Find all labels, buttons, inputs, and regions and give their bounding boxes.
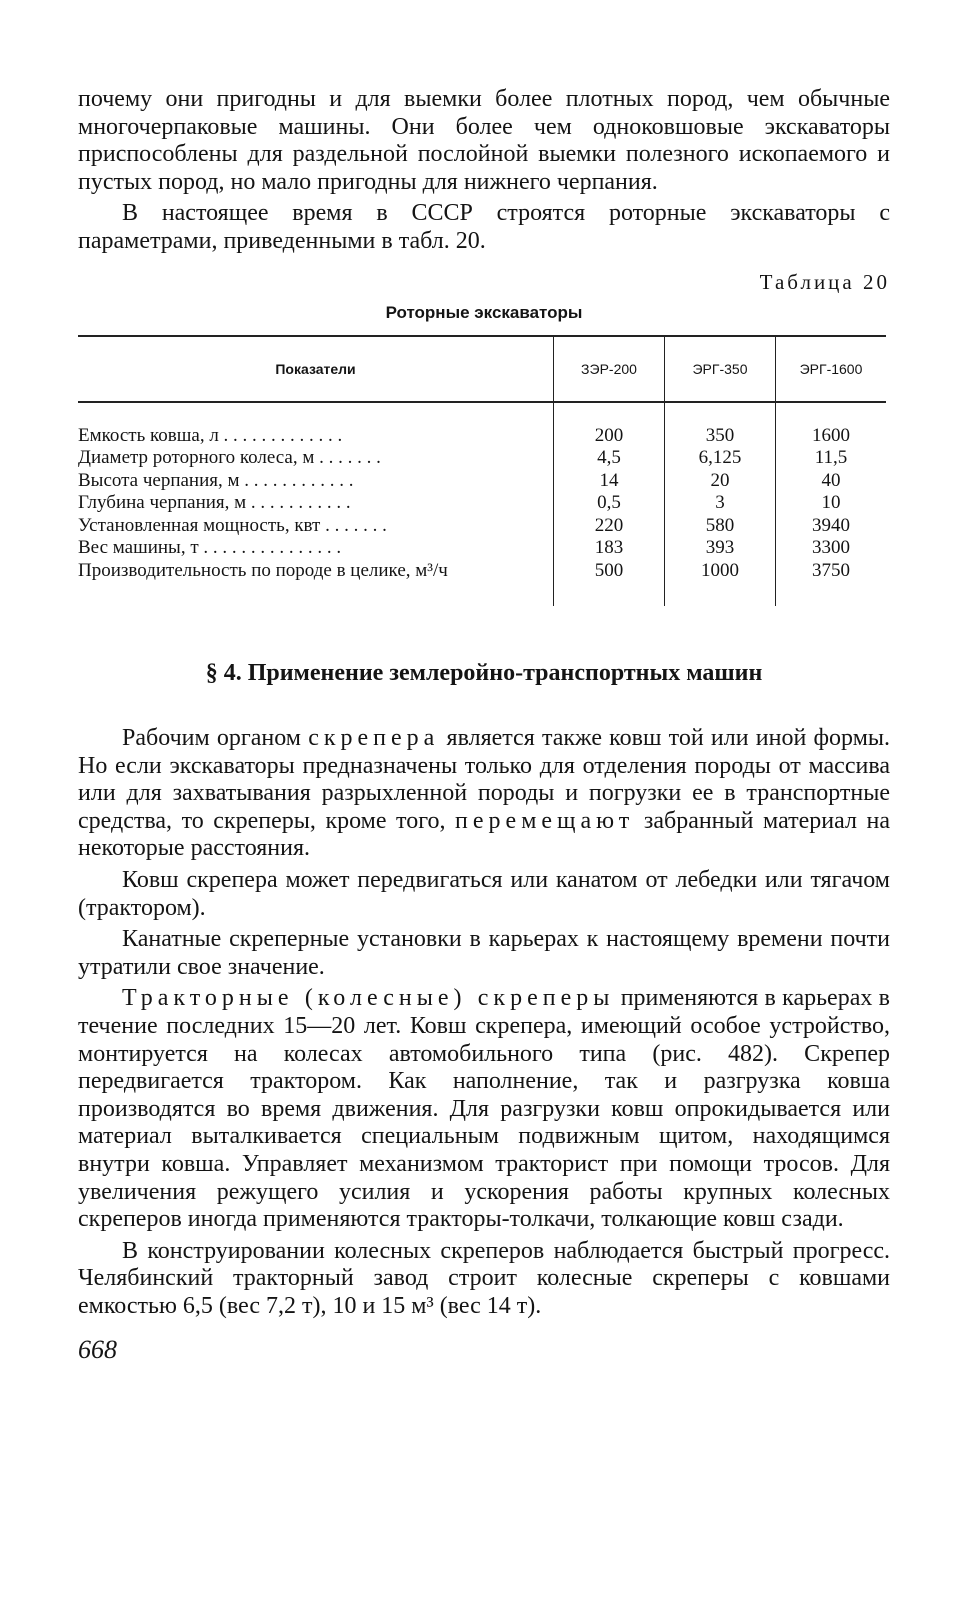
cell-value: 0,5 — [554, 492, 665, 515]
cell-value: 393 — [665, 537, 776, 560]
row-label: Производительность по породе в целике, м³/ч — [78, 559, 448, 581]
cell-value: 4,5 — [554, 447, 665, 470]
cell-value: 40 — [776, 470, 887, 493]
intro-paragraph-1: почему они пригодны и для выемки более плотных пород, чем обычные многочерпаковые машины. Они более чем одноковшовые экскаваторы приспособлены для раздельной послойной выемки полезного ископаемого и пустых пород, но мало пригодны для нижнего черпания. — [78, 86, 890, 195]
row-label: Емкость ковша, л . . . . . . . . . . . . . — [78, 424, 343, 446]
cell-value: 6,125 — [665, 447, 776, 470]
cell-value: 580 — [665, 515, 776, 538]
cell-value: 350 — [665, 402, 776, 448]
page-number: 668 — [78, 1334, 117, 1364]
section-paragraph-3: Канатные скреперные установки в карьерах к настоящему времени почти утратили свое значение. — [78, 926, 890, 980]
cell-value: 3 — [665, 492, 776, 515]
excavator-table — [78, 335, 886, 607]
header-erg-1600: ЭРГ-1600 — [776, 336, 887, 402]
table-row — [78, 560, 886, 607]
row-label: Установленная мощность, квт . . . . . . . — [78, 514, 387, 536]
cell-value: 1600 — [776, 402, 887, 448]
cell-value: 200 — [554, 402, 665, 448]
header-zer-200: ЗЭР-200 — [554, 336, 665, 402]
cell-value: 14 — [554, 470, 665, 493]
cell-value: 11,5 — [776, 447, 887, 470]
section-paragraph-5: В конструировании колесных скреперов наблюдается быстрый прогресс. Челябинский тракторный завод строит колесные скреперы с ковшами емкостью 6,5 (вес 7,2 т), 10 и 15 м³ (вес 14 т). — [78, 1237, 890, 1319]
table-row — [78, 537, 886, 560]
table-title: Роторные экскаваторы — [385, 302, 583, 322]
row-label: Вес машины, т . . . . . . . . . . . . . . . — [78, 537, 342, 559]
section-paragraph-1 — [78, 725, 890, 863]
table-row — [78, 402, 886, 448]
table-row — [78, 470, 886, 493]
section-paragraph-4 — [78, 985, 890, 1233]
row-label: Диаметр роторного колеса, м . . . . . . . — [78, 447, 381, 469]
intro-paragraph-2: В настоящее время в СССР строятся роторные экскаваторы с параметрами, приведенными в табл. 20. — [78, 200, 890, 254]
section-title: § 4. Применение землеройно-транспортных машин — [205, 660, 763, 687]
section-paragraph-2: Ковш скрепера может передвигаться или канатом от лебедки или тягачом (трактором). — [78, 867, 890, 921]
table-caption: Таблица 20 — [759, 269, 890, 294]
row-label: Высота черпания, м . . . . . . . . . . . . — [78, 469, 354, 491]
cell-value: 220 — [554, 515, 665, 538]
emphasis-term: Тракторные (колесные) скреперы — [122, 985, 615, 1012]
cell-value: 10 — [776, 492, 887, 515]
table-row — [78, 492, 886, 515]
cell-value: 3300 — [776, 537, 887, 560]
table-row — [78, 447, 886, 470]
cell-value: 1000 — [665, 560, 776, 607]
cell-value: 3940 — [776, 515, 887, 538]
cell-value: 500 — [554, 560, 665, 607]
text-run: является также ковш той или иной формы. Но если экскаваторы предназначены только для отделения породы от массива или для захватывания разрыхленной породы и погрузки ее в транспортные средства, то скреперы, кроме того, — [78, 725, 891, 834]
header-parameters: Показатели — [275, 360, 356, 377]
text-run: применяются в карьерах в течение последних 15—20 лет. Ковш скрепера, имеющий особое устройство, монтируется на колесах автомобильного типа (рис. 482). Скрепер передвигается трактором. Как наполнение, так и разгрузка ковша производятся во время движения. Для разгрузки ковш опрокидывается или материал выталкивается специальным подвижным щитом, находящимся внутри ковша. Управляет механизмом тракторист при помощи тросов. Для увеличения режущего усилия и ускорения работы крупных колесных скреперов иногда применяются тракторы-толкачи, толкающие ковш сзади. — [78, 985, 891, 1233]
cell-value: 3750 — [776, 560, 887, 607]
row-label: Глубина черпания, м . . . . . . . . . . . — [78, 492, 351, 514]
text-run: забранный материал на некоторые расстояния. — [78, 807, 890, 862]
page-content — [78, 86, 890, 1365]
header-erg-350: ЭРГ-350 — [665, 336, 776, 402]
cell-value: 20 — [665, 470, 776, 493]
text-run: Рабочим органом — [122, 725, 309, 752]
emphasis-term: перемещают — [455, 807, 635, 834]
cell-value: 183 — [554, 537, 665, 560]
emphasis-term: скрепера — [308, 725, 440, 752]
table-header-row — [78, 336, 886, 402]
table-row — [78, 515, 886, 538]
